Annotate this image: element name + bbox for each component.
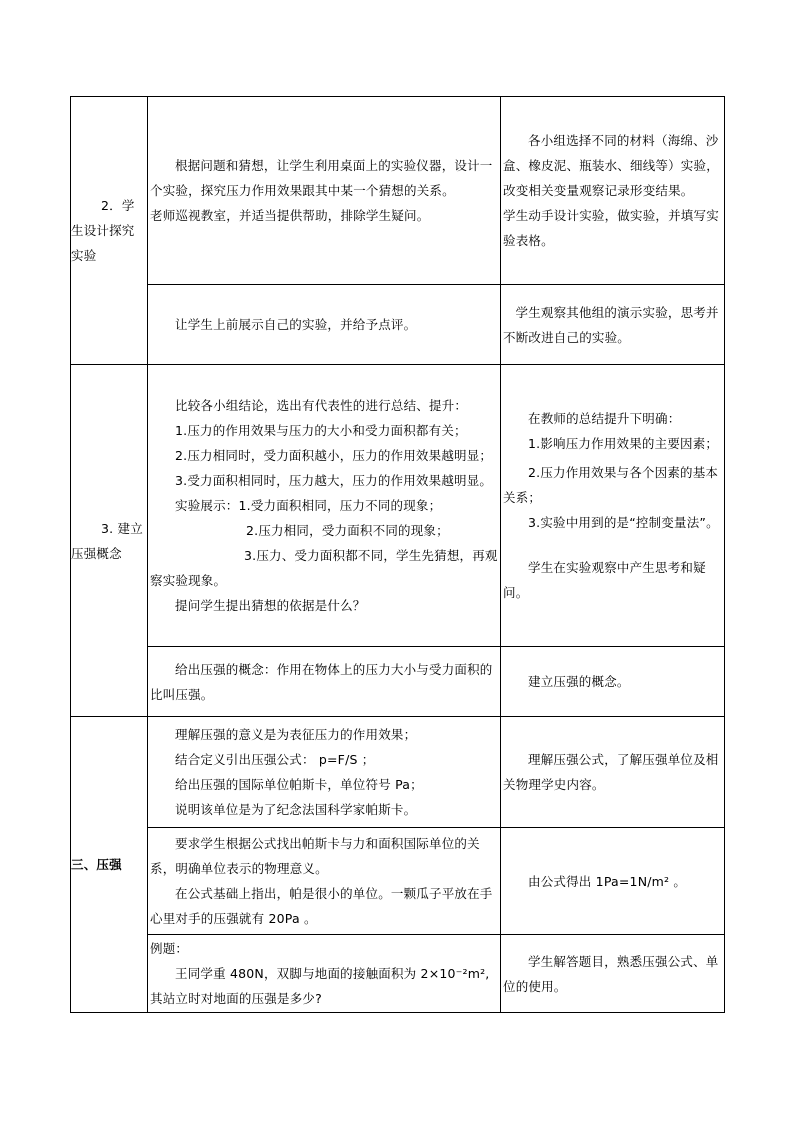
student-activity-cell xyxy=(501,647,725,717)
table-row xyxy=(71,285,725,365)
teacher-activity-text: 根据问题和猜想，让学生利用桌面上的实验仪器，设计一个实验，探究压力作用效果跟其中某一个猜想的关系。 xyxy=(150,158,493,198)
table-row xyxy=(71,97,725,285)
student-activity-text: 学生解答题目，熟悉压强公式、单位的使用。 xyxy=(503,953,719,994)
student-activity-cell xyxy=(501,285,725,365)
teacher-activity-text: 王同学重 480N，双脚与地面的接触面积为 2×10⁻²m²,其站立时对地面的压强是多少? xyxy=(150,966,490,1006)
student-activity-text: 学生动手设计实验，做实验，并填写实验表格。 xyxy=(503,208,719,248)
student-activity-cell xyxy=(501,97,725,285)
table-row xyxy=(71,365,725,647)
table-row xyxy=(71,935,725,1013)
student-activity-cell xyxy=(501,717,725,828)
table-row xyxy=(71,647,725,717)
teacher-activity-text: 给出压强的概念：作用在物体上的压力大小与受力面积的比叫压强。 xyxy=(150,661,493,702)
stage-label: 生设计探究 xyxy=(71,223,135,238)
teacher-activity-text: 说明该单位是为了纪念法国科学家帕斯卡。 xyxy=(175,802,417,817)
teacher-activity-text: 老师巡视教室，并适当提供帮助，排除学生疑问。 xyxy=(150,208,430,223)
teacher-activity-text: 2.压力相同，受力面积不同的现象； xyxy=(246,523,449,538)
stage-label: 三、压强 xyxy=(71,857,122,872)
student-activity-text: 学生在实验观察中产生思考和疑问。 xyxy=(503,560,706,600)
teacher-activity-cell xyxy=(148,365,501,647)
teacher-activity-text: 例题： xyxy=(150,941,189,956)
stage-cell-pressure xyxy=(71,717,148,1013)
lesson-plan-table xyxy=(70,96,725,1013)
teacher-activity-cell xyxy=(148,935,501,1013)
stage-label: 实验 xyxy=(71,248,97,263)
teacher-activity-cell xyxy=(148,285,501,365)
teacher-activity-text: 3.受力面积相同时，压力越大，压力的作用效果越明显。 xyxy=(175,473,493,488)
teacher-activity-text: 2.压力相同时，受力面积越小，压力的作用效果越明显； xyxy=(175,448,493,463)
stage-label: 压强概念 xyxy=(71,545,122,561)
teacher-activity-text: 比较各小组结论，选出有代表性的进行总结、提升： xyxy=(175,398,468,413)
student-activity-text: 各小组选择不同的材料（海绵、沙盒、橡皮泥、瓶装水、细线等）实验，改变相关变量观察记录形变结果。 xyxy=(503,133,719,198)
teacher-activity-cell xyxy=(148,97,501,285)
teacher-activity-text: 让学生上前展示自己的实验，并给予点评。 xyxy=(175,317,417,332)
student-activity-text: 理解压强公式，了解压强单位及相关物理学史内容。 xyxy=(503,752,719,792)
student-activity-cell xyxy=(501,935,725,1013)
student-activity-cell xyxy=(501,828,725,935)
stage-label: 3. 建立 xyxy=(101,520,143,536)
stage-cell-concept xyxy=(71,365,148,717)
table-row xyxy=(71,717,725,828)
student-activity-text: 学生观察其他组的演示实验，思考并不断改进自己的实验。 xyxy=(503,304,719,345)
teacher-activity-text: 理解压强的意义是为表征压力的作用效果； xyxy=(175,727,417,742)
student-activity-text: 建立压强的概念。 xyxy=(528,674,630,689)
table-row xyxy=(71,828,725,935)
stage-label: 2．学 xyxy=(101,198,135,213)
student-activity-text: 在教师的总结提升下明确： xyxy=(528,411,681,426)
student-activity-text: 由公式得出 1Pa=1N/m² 。 xyxy=(528,873,687,889)
teacher-activity-text: 1.压力的作用效果与压力的大小和受力面积都有关； xyxy=(175,423,467,438)
stage-cell-design xyxy=(71,97,148,365)
student-activity-text: 3.实验中用到的是“控制变量法”。 xyxy=(528,515,719,530)
teacher-activity-cell xyxy=(148,647,501,717)
teacher-activity-text: 结合定义引出压强公式： p=F/S ； xyxy=(175,752,375,767)
teacher-activity-cell xyxy=(148,828,501,935)
teacher-activity-text: 要求学生根据公式找出帕斯卡与力和面积国际单位的关系，明确单位表示的物理意义。 xyxy=(150,836,480,876)
teacher-activity-text: 在公式基础上指出，帕是很小的单位。一颗瓜子平放在手心里对手的压强就有 20Pa 。 xyxy=(150,886,493,926)
teacher-activity-cell xyxy=(148,717,501,828)
student-activity-text: 2.压力作用效果与各个因素的基本关系； xyxy=(503,465,719,505)
teacher-activity-text: 3.压力、受力面积都不同，学生先猜想，再观察实验现象。 xyxy=(150,548,498,588)
student-activity-text: 1.影响压力作用效果的主要因素； xyxy=(528,436,719,451)
teacher-activity-text: 给出压强的国际单位帕斯卡，单位符号 Pa； xyxy=(175,777,423,792)
teacher-activity-text: 提问学生提出猜想的依据是什么？ xyxy=(175,598,366,613)
student-activity-cell xyxy=(501,365,725,647)
teacher-activity-text: 实验展示：1.受力面积相同，压力不同的现象； xyxy=(175,498,442,513)
